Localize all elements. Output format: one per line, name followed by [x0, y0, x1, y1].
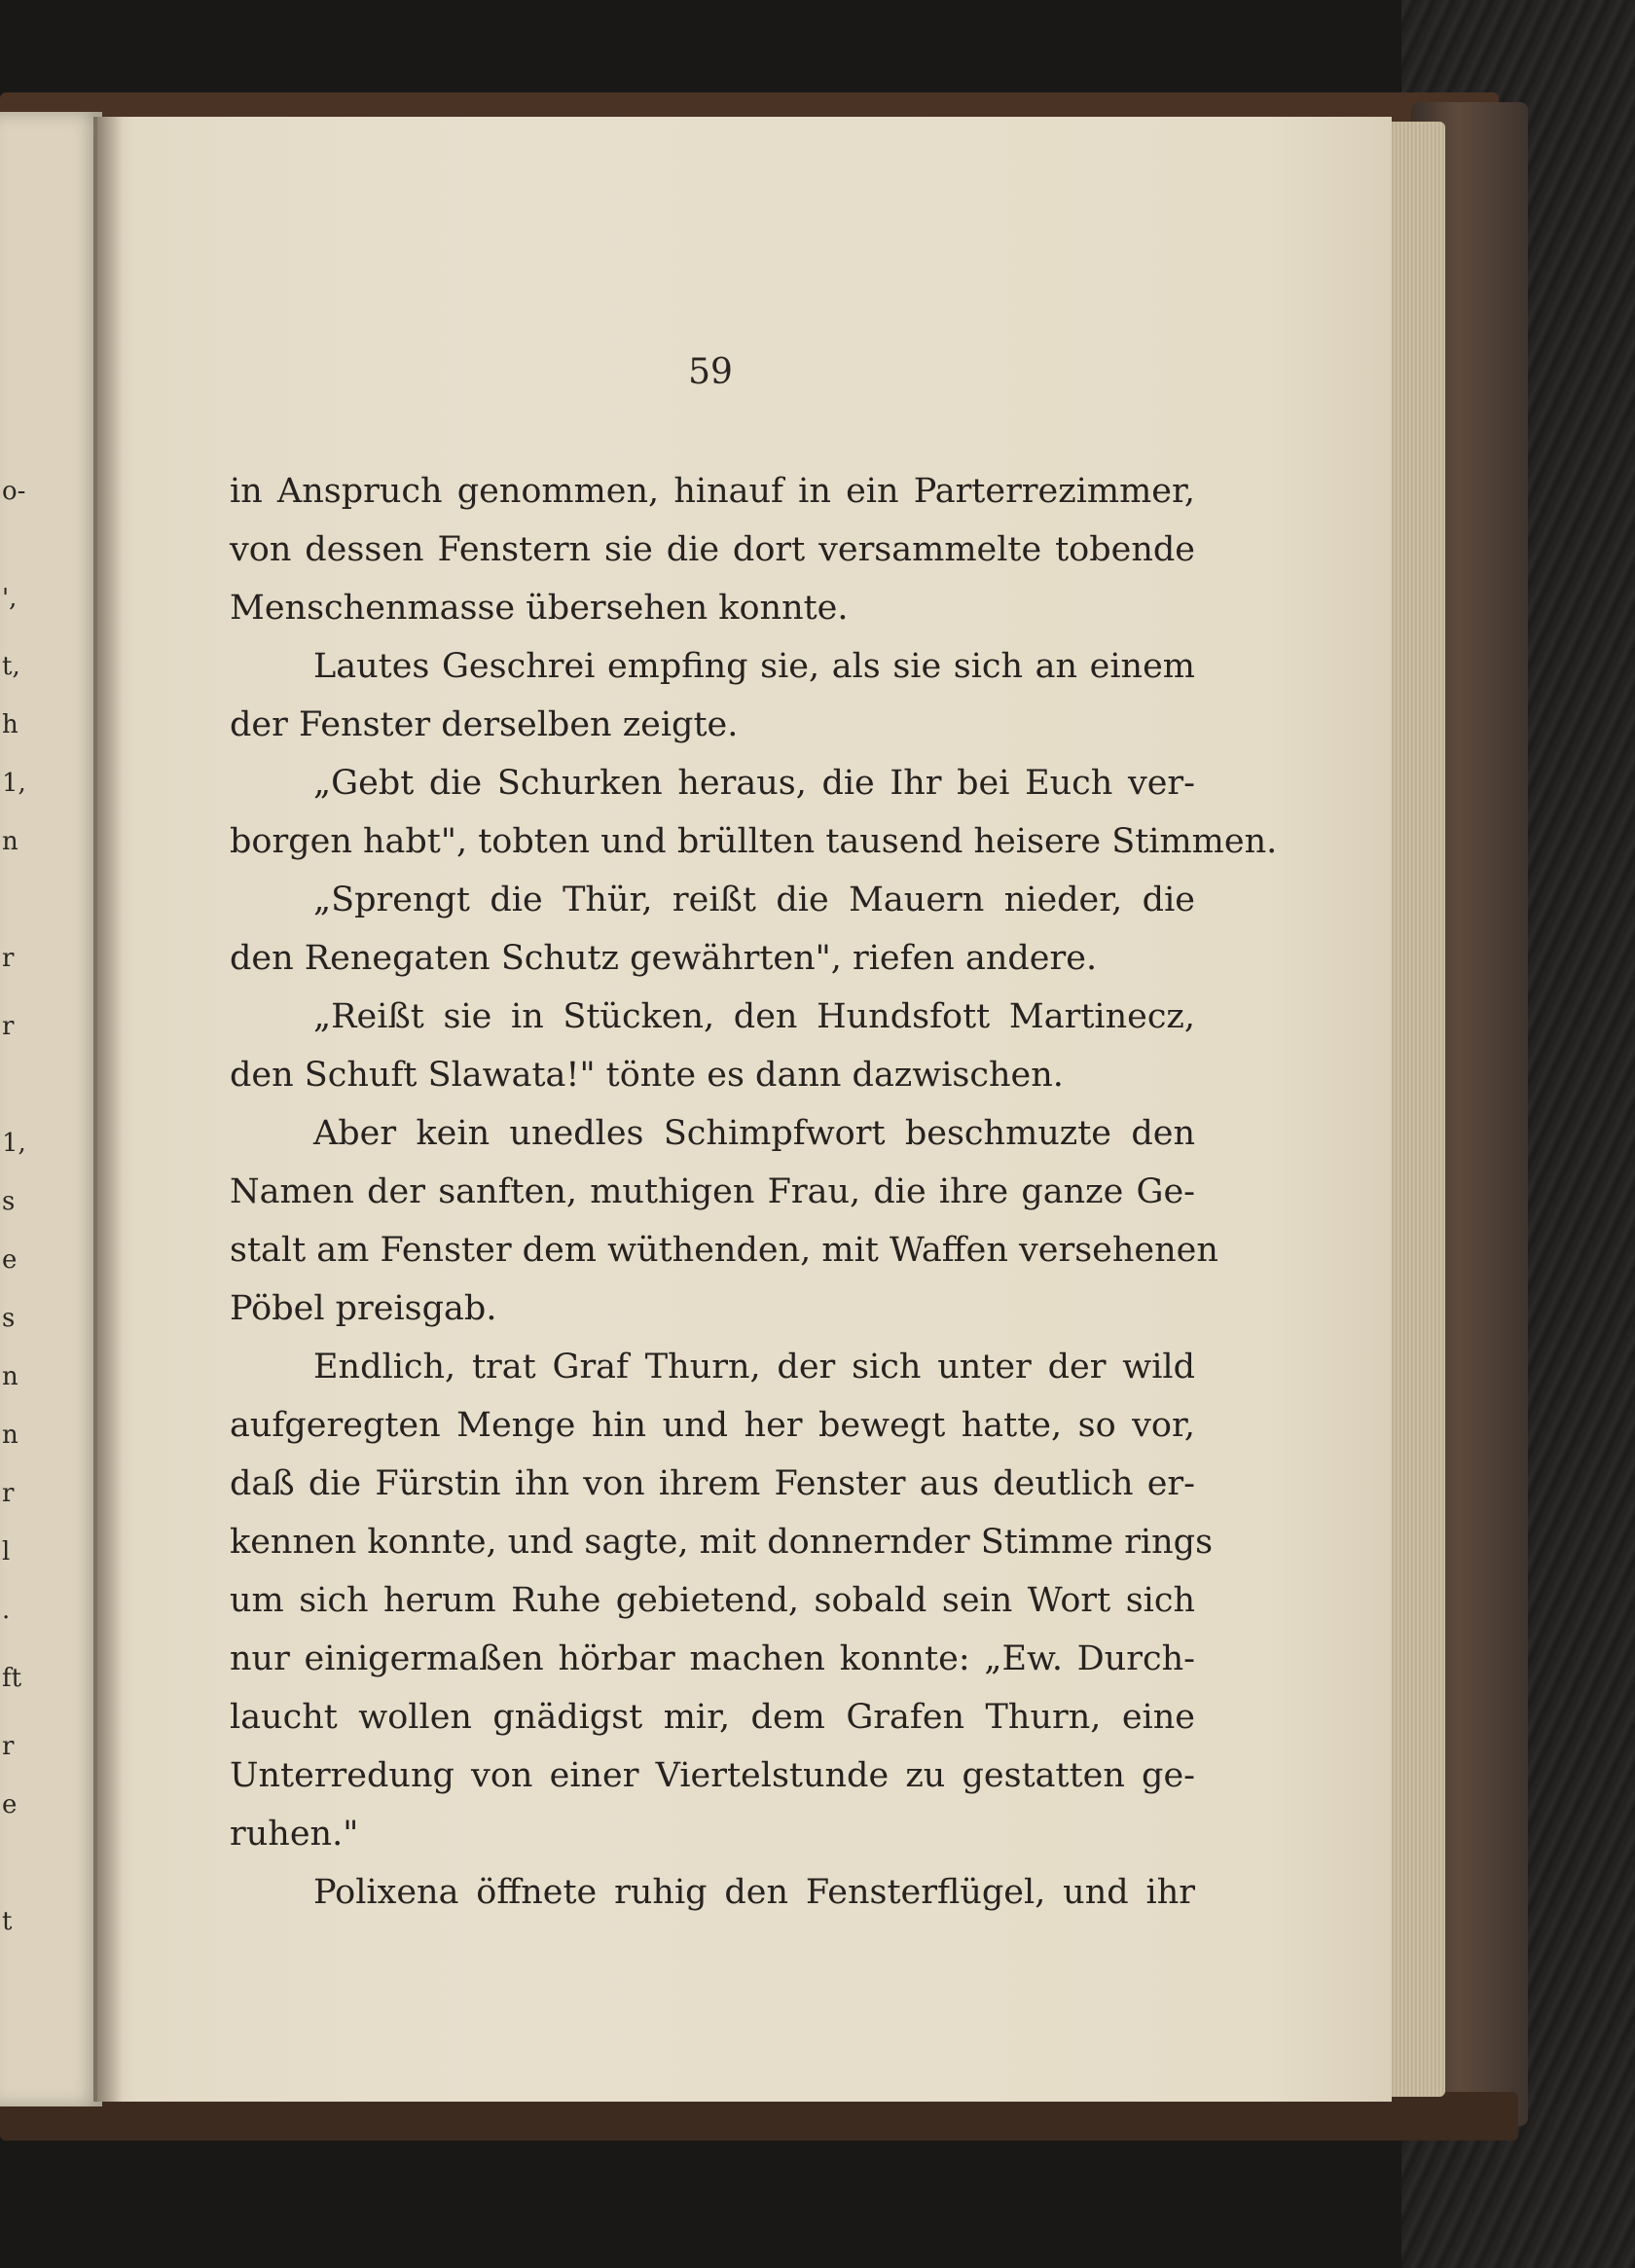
text-line: in Anspruch genommen, hinauf in ein Parterrezimmer, [230, 472, 1195, 511]
text-line: den Renegaten Schutz gewährten", riefen andere. [230, 939, 1098, 978]
text-line: Polixena öffnete ruhig den Fensterflügel, und ihr [313, 1873, 1195, 1912]
text-line: Pöbel preisgab. [230, 1289, 497, 1328]
left-page-fragment: ft [2, 1664, 22, 1693]
left-page-fragment: l [2, 1537, 11, 1566]
text-line: daß die Fürstin ihn von ihrem Fenster aus deutlich er- [230, 1464, 1195, 1503]
text-line: Unterredung von einer Viertelstunde zu gestatten ge- [230, 1756, 1195, 1795]
text-line: Aber kein unedles Schimpfwort beschmuzte den [313, 1114, 1195, 1153]
page-edges [1387, 122, 1445, 2097]
left-page-fragment: s [2, 1304, 16, 1333]
left-page-fragment: o- [2, 477, 26, 506]
text-line: kennen konnte, und sagte, mit donnernder Stimme rings [230, 1523, 1214, 1562]
text-line: um sich herum Ruhe gebietend, sobald sein Wort sich [230, 1581, 1195, 1620]
left-page-fragment: ', [2, 584, 18, 613]
left-page [0, 112, 102, 2106]
left-page-fragment: h [2, 710, 18, 739]
text-line: den Schuft Slawata!" tönte es dann dazwischen. [230, 1056, 1064, 1095]
left-page-fragment: s [2, 1187, 16, 1216]
text-line: Menschenmasse übersehen konnte. [230, 589, 849, 628]
book-gutter-shadow [93, 117, 123, 2102]
left-page-fragment: r [2, 1012, 15, 1041]
text-line: Endlich, trat Graf Thurn, der sich unter der wild [313, 1348, 1195, 1386]
left-page-fragment: 1, [2, 1129, 26, 1158]
text-line: ruhen." [230, 1815, 359, 1854]
text-line: der Fenster derselben zeigte. [230, 705, 739, 744]
left-page-fragment: t, [2, 652, 20, 681]
text-line: laucht wollen gnädigst mir, dem Grafen Thurn, eine [230, 1698, 1195, 1737]
text-line: aufgeregten Menge hin und her bewegt hatte, so vor, [230, 1406, 1195, 1445]
left-page-fragment: e [2, 1790, 18, 1819]
page-number: 59 [688, 352, 733, 392]
left-page-fragment: r [2, 1479, 15, 1508]
left-page-fragment: 1, [2, 769, 26, 798]
text-line: „Gebt die Schurken heraus, die Ihr bei Euch ver- [313, 764, 1195, 803]
left-page-fragment: r [2, 1732, 15, 1761]
left-page-fragment: e [2, 1245, 18, 1275]
text-line: Lautes Geschrei empfing sie, als sie sich an einem [313, 647, 1195, 686]
left-page-fragment: n [2, 1421, 18, 1450]
page-text-block [230, 462, 1278, 1922]
text-line: von dessen Fenstern sie die dort versammelte tobende [230, 530, 1195, 569]
text-line: stalt am Fenster dem wüthenden, mit Waffen versehenen [230, 1231, 1218, 1270]
left-page-fragment: n [2, 827, 18, 856]
left-page-fragment: n [2, 1362, 18, 1391]
text-line: Namen der sanften, muthigen Frau, die ihre ganze Ge- [230, 1172, 1195, 1211]
text-line: nur einigermaßen hörbar machen konnte: „Ew. Durch- [230, 1639, 1195, 1678]
text-line: „Sprengt die Thür, reißt die Mauern nieder, die [313, 881, 1195, 919]
text-line: borgen habt", tobten und brüllten tausend heisere Stimmen. [230, 822, 1278, 861]
text-line: „Reißt sie in Stücken, den Hundsfott Martinecz, [313, 997, 1195, 1036]
left-page-fragment: r [2, 944, 15, 973]
left-page-fragment: t [2, 1907, 13, 1936]
left-page-fragment: . [2, 1596, 11, 1625]
